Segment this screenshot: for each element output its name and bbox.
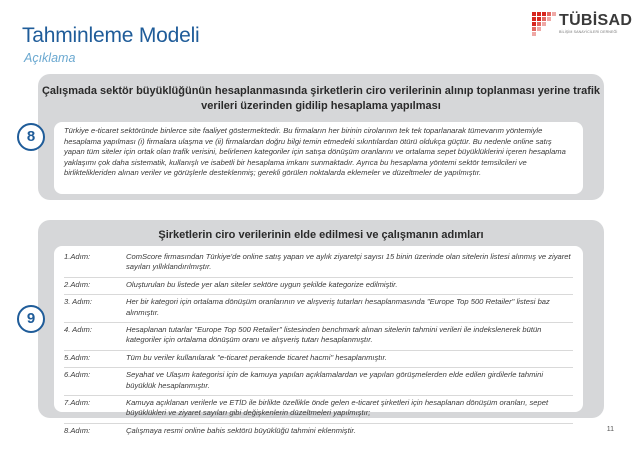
step-label: 6.Adım:	[64, 368, 126, 396]
page-title: Tahminleme Modeli	[22, 24, 200, 47]
section-8-number-badge: 8	[17, 123, 45, 151]
section-8-text: Türkiye e-ticaret sektöründe binlerce site faaliyet göstermektedir. Bu firmaların her birinin cirolarının tek tek toparlanarak tümevarım yöntemiyle hesaplama yapılması (i) firmalara ulaşma ve (ii) firmalardan doğru bilgi temin etmedeki sıkıntılardan ötürü oldukça güçtür. Bu nedenle online satış yapan tüm siteler için ortak olan trafik verisini, belirlenen kategoriler için satışa dönüşüm oranlarını ve ortalama sepet büyüklüklerini içeren hesaplama yaklaşımı çok daha sistematik, kullanışlı ve isabetli bir hesaplama imkanı sunmaktadır. Ayrıca bu hesaplama yöntemi sektör temsilcileri ve birliktelikleriden alınan veriler ve görüşlerle desteklenmiş; gerekli görülen noktalarda eklemeler ve düzeltmeler de yapılmıştır.	[64, 126, 566, 178]
step-text: Her bir kategori için ortalama dönüşüm oranlarının ve alışveriş tutarları hesaplanmasında "Europe Top 500 Retailer" listesi baz alınmıştır.	[126, 295, 573, 323]
section-8-body	[54, 122, 583, 194]
section-9-panel	[38, 220, 604, 435]
step-label: 1.Adım:	[64, 250, 126, 277]
step-text: Hesaplanan tutarlar "Europe Top 500 Retailer" listesinden benchmark alınan sitelerin tahmini verileri ile indekslenerek bütün kategoriler için ortalama dönüşüm oranı ve alışveriş tutarı hesaplanmıştır.	[126, 323, 573, 351]
step-row	[64, 295, 573, 323]
step-row	[64, 350, 573, 367]
section-9-body	[54, 246, 583, 435]
step-row	[64, 368, 573, 396]
step-label: 4. Adım:	[64, 323, 126, 351]
step-label: 2.Adım:	[64, 277, 126, 294]
step-label: 7.Adım:	[64, 396, 126, 424]
step-row	[64, 396, 573, 424]
step-label: 3. Adım:	[64, 295, 126, 323]
section-8-panel	[38, 74, 604, 200]
step-row	[64, 250, 573, 277]
logo-tagline: BİLİŞİM SANAYİCİLERİ DERNEĞİ	[559, 30, 618, 34]
step-row	[64, 277, 573, 294]
step-text: Oluşturulan bu listede yer alan siteler sektöre uygun şekilde kategorize edilmiştir.	[126, 277, 573, 294]
step-text: Tüm bu veriler kullanılarak "e-ticaret perakende ticaret hacmi" hesaplanmıştır.	[126, 350, 573, 367]
step-label: 8.Adım:	[64, 425, 91, 435]
step-text: Kamuya açıklanan verilerle ve ETİD ile birlikte özellikle önde gelen e-ticaret şirketleri için hesaplanan dönüşüm oranları, sepet büyüklükleri ve ziyaret sayıları gibi değişkenlerin düzeltmeleri yapılmıştır;	[126, 396, 573, 424]
tubisad-logo-icon	[532, 12, 556, 36]
logo-wordmark: TÜBİSAD	[559, 12, 633, 29]
step-text: Çalışmaya resmi online bahis sektörü büyüklüğü tahmini eklenmiştir.	[126, 425, 356, 435]
page-number: 11	[606, 426, 614, 433]
steps-table	[64, 250, 573, 440]
section-8-heading: Çalışmada sektör büyüklüğünün hesaplanmasında şirketlerin ciro verilerinin alınıp toplanması yerine trafik verileri üzerinden gidilip hesaplama yapılması	[41, 85, 601, 112]
step-row	[64, 323, 573, 351]
tubisad-logo	[532, 10, 633, 38]
step-text: Seyahat ve Ulaşım kategorisi için de kamuya yapılan açıklamalardan ve yapılan görüşmelerden elde edilen girdilerle tahmini büyüklük hesaplanmıştır.	[126, 368, 573, 396]
step-text: ComScore firmasından Türkiye'de online satış yapan ve aylık ziyaretçi sayısı 15 binin üzerinde olan sitelerin listesi alınmış ve ziyaret sayıları yıllıklandırılmıştır.	[126, 250, 573, 277]
section-9-number-badge: 9	[17, 305, 45, 333]
step-row	[64, 423, 573, 440]
section-9-heading: Şirketlerin ciro verilerinin elde edilmesi ve çalışmanın adımları	[158, 229, 484, 241]
page-subtitle: Açıklama	[24, 51, 76, 65]
step-label: 5.Adım:	[64, 350, 126, 367]
